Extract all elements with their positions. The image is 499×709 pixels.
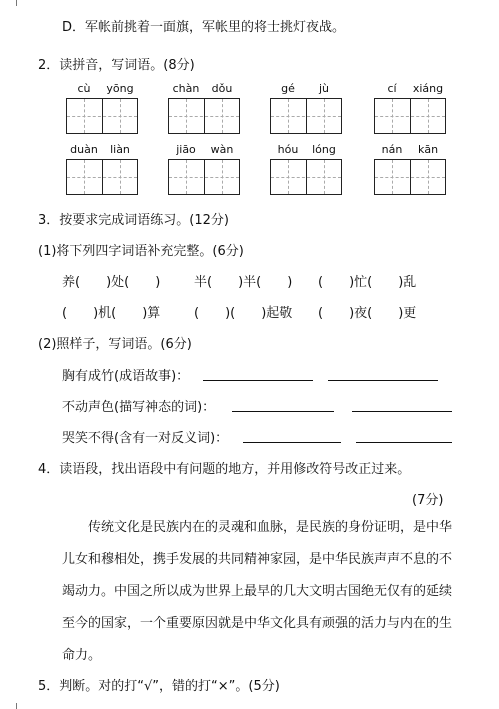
- writing-boxes[interactable]: [168, 159, 240, 195]
- q4-score: (7分): [412, 493, 444, 508]
- margin-mark-bottom: [16, 703, 17, 709]
- pinyin-label: cí: [387, 82, 397, 95]
- answer-line[interactable]: [243, 442, 341, 443]
- pinyin-label: xiáng: [412, 82, 444, 95]
- writing-boxes[interactable]: [374, 98, 446, 134]
- pinyin-label: duàn: [70, 143, 98, 156]
- answer-line[interactable]: [352, 411, 452, 412]
- q3-part1-title: (1)将下列四字词语补充完整。(6分): [38, 244, 244, 259]
- margin-mark-top: [16, 0, 17, 6]
- writing-boxes[interactable]: [270, 159, 342, 195]
- answer-line[interactable]: [328, 380, 438, 381]
- pinyin-group: [168, 143, 240, 195]
- answer-line[interactable]: [356, 442, 452, 443]
- passage: 传统文化是民族内在的灵魂和血脉，是民族的身份证明，是中华儿女和穆相处，携手发展的共同精神家园，是中华民族声声不息的不竭动力。中国之所以成为世界上最早的几大文明古国绝无仅有的延续至今的国家，一个重要原因就是中华文化具有顽强的活力与内在的生命力。: [62, 520, 453, 663]
- q3-part2-title: (2)照样子，写词语。(6分): [38, 337, 192, 352]
- pinyin-label: jiāo: [176, 143, 196, 156]
- pinyin-label: nán: [381, 143, 403, 156]
- writing-boxes[interactable]: [66, 159, 138, 195]
- pinyin-group: [270, 143, 342, 195]
- pinyin-label: gé: [281, 82, 295, 95]
- pinyin-label: wàn: [210, 143, 234, 156]
- answer-line[interactable]: [232, 411, 334, 412]
- pinyin-label: lóng: [312, 143, 336, 156]
- example-label-1: 胸有成竹(成语故事)：: [62, 369, 190, 384]
- pinyin-group: [66, 143, 138, 195]
- q3-title: 3．按要求完成词语练习。(12分): [38, 213, 229, 228]
- pinyin-label: dǒu: [211, 82, 233, 95]
- idiom-fill[interactable]: 半( )半( ): [194, 275, 293, 290]
- idiom-fill[interactable]: ( )夜( )更: [318, 306, 417, 321]
- pinyin-group: [374, 143, 446, 195]
- idiom-fill[interactable]: ( )( )起敬: [194, 306, 293, 321]
- pinyin-group: [270, 82, 342, 134]
- idiom-fill[interactable]: ( )机( )算: [62, 306, 161, 321]
- example-label-3: 哭笑不得(含有一对反义词)：: [62, 431, 229, 446]
- pinyin-label: kān: [417, 143, 439, 156]
- pinyin-label: liàn: [110, 143, 130, 156]
- idiom-fill[interactable]: ( )忙( )乱: [318, 275, 417, 290]
- writing-boxes[interactable]: [374, 159, 446, 195]
- pinyin-label: jù: [318, 82, 330, 95]
- pinyin-group: [66, 82, 138, 134]
- writing-boxes[interactable]: [66, 98, 138, 134]
- pinyin-label: chàn: [172, 82, 200, 95]
- answer-line[interactable]: [203, 380, 313, 381]
- writing-boxes[interactable]: [270, 98, 342, 134]
- q2-title: 2．读拼音，写词语。(8分): [38, 58, 195, 73]
- example-label-2: 不动声色(描写神态的词)：: [62, 400, 216, 415]
- q4-title: 4．读语段，找出语段中有问题的地方，并用修改符号改正过来。: [38, 462, 411, 477]
- pinyin-label: yōng: [106, 82, 134, 95]
- idiom-fill[interactable]: 养( )处( ): [62, 275, 161, 290]
- pinyin-group: [168, 82, 240, 134]
- pinyin-label: hóu: [277, 143, 299, 156]
- pinyin-group: [374, 82, 446, 134]
- q5-title: 5．判断。对的打“√”，错的打“×”。(5分): [38, 679, 280, 694]
- writing-boxes[interactable]: [168, 98, 240, 134]
- pinyin-label: cù: [77, 82, 91, 95]
- option-d: D．军帐前挑着一面旗，军帐里的将士挑灯夜战。: [62, 20, 346, 35]
